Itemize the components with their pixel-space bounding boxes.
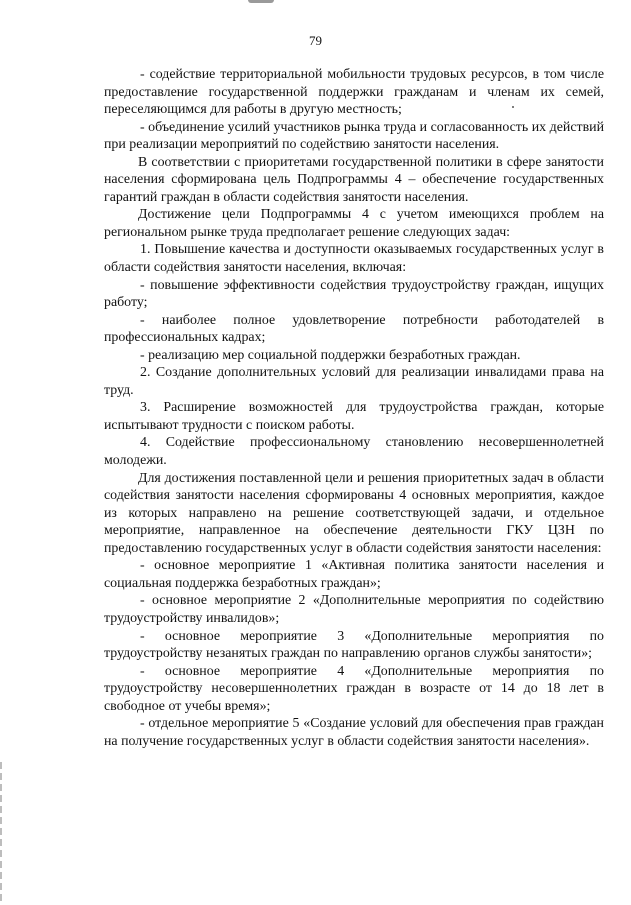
task-item: 1. Повышение качества и доступности оказываемых государственных услуг в области содействия занятости населения, включая: bbox=[104, 242, 604, 276]
task-item: 2. Создание дополнительных условий для реализации инвалидами права на труд. bbox=[104, 365, 604, 398]
list-item: - основное мероприятие 1 «Активная политика занятости населения и социальная поддержка безработных граждан»; bbox=[104, 558, 604, 591]
paragraph: Для достижения поставленной цели и решения приоритетных задач в области содействия занятости населения сформированы 4 основных мероприятия, каждое из которых направлено на решение соответствующей задачи, и отдельное мероприятие, направленное на обеспечение деятельности ГКУ ЦЗН по предоставлению государственных услуг в области содействия занятости населения: bbox=[104, 470, 604, 556]
list-item: - наиболее полное удовлетворение потребности работодателей в профессиональных кадрах; bbox=[104, 312, 604, 346]
scan-left-edge bbox=[0, 762, 2, 905]
task-item: 4. Содействие профессиональному становлению несовершеннолетней молодежи. bbox=[104, 435, 604, 469]
list-item: - основное мероприятие 4 «Дополнительные мероприятия по трудоустройству несовершеннолетних граждан в возрасте от 14 до 18 лет в свободное от учебы время»; bbox=[104, 663, 604, 714]
list-item: - реализацию мер социальной поддержки безработных граждан. bbox=[140, 347, 521, 363]
list-item: - содействие территориальной мобильности трудовых ресурсов, в том числе предоставление государственной поддержки гражданам и членам их семей, переселяющимся для работы в другую местность; bbox=[104, 67, 604, 118]
task-item: 3. Расширение возможностей для трудоустройства граждан, которые испытывают трудности с поиском работы. bbox=[104, 400, 604, 433]
paragraph: В соответствии с приоритетами государственной политики в сфере занятости населения сформирована цель Подпрограммы 4 – обеспечение государственных гарантий граждан в области содействия занятости населения. bbox=[104, 154, 604, 205]
list-item: - основное мероприятие 3 «Дополнительные мероприятия по трудоустройству незанятых граждан по направлению органов службы занятости»; bbox=[104, 628, 604, 662]
list-item: - основное мероприятие 2 «Дополнительные мероприятия по содействию трудоустройству инвалидов»; bbox=[104, 593, 604, 626]
paragraph: Достижение цели Подпрограммы 4 с учетом имеющихся проблем на региональном рынке труда предполагает решение следующих задач: bbox=[104, 207, 604, 240]
list-item: - объединение усилий участников рынка труда и согласованность их действий при реализации мероприятий по содействию занятости населения. bbox=[104, 119, 604, 153]
list-item: - повышение эффективности содействия трудоустройству граждан, ищущих работу; bbox=[104, 277, 604, 311]
scan-top-mark bbox=[248, 0, 274, 3]
list-item: - отдельное мероприятие 5 «Создание условий для обеспечения прав граждан на получение государственных услуг в области содействия занятости населения». bbox=[104, 716, 604, 749]
document-body bbox=[104, 66, 604, 750]
page-number: 79 bbox=[309, 33, 322, 48]
